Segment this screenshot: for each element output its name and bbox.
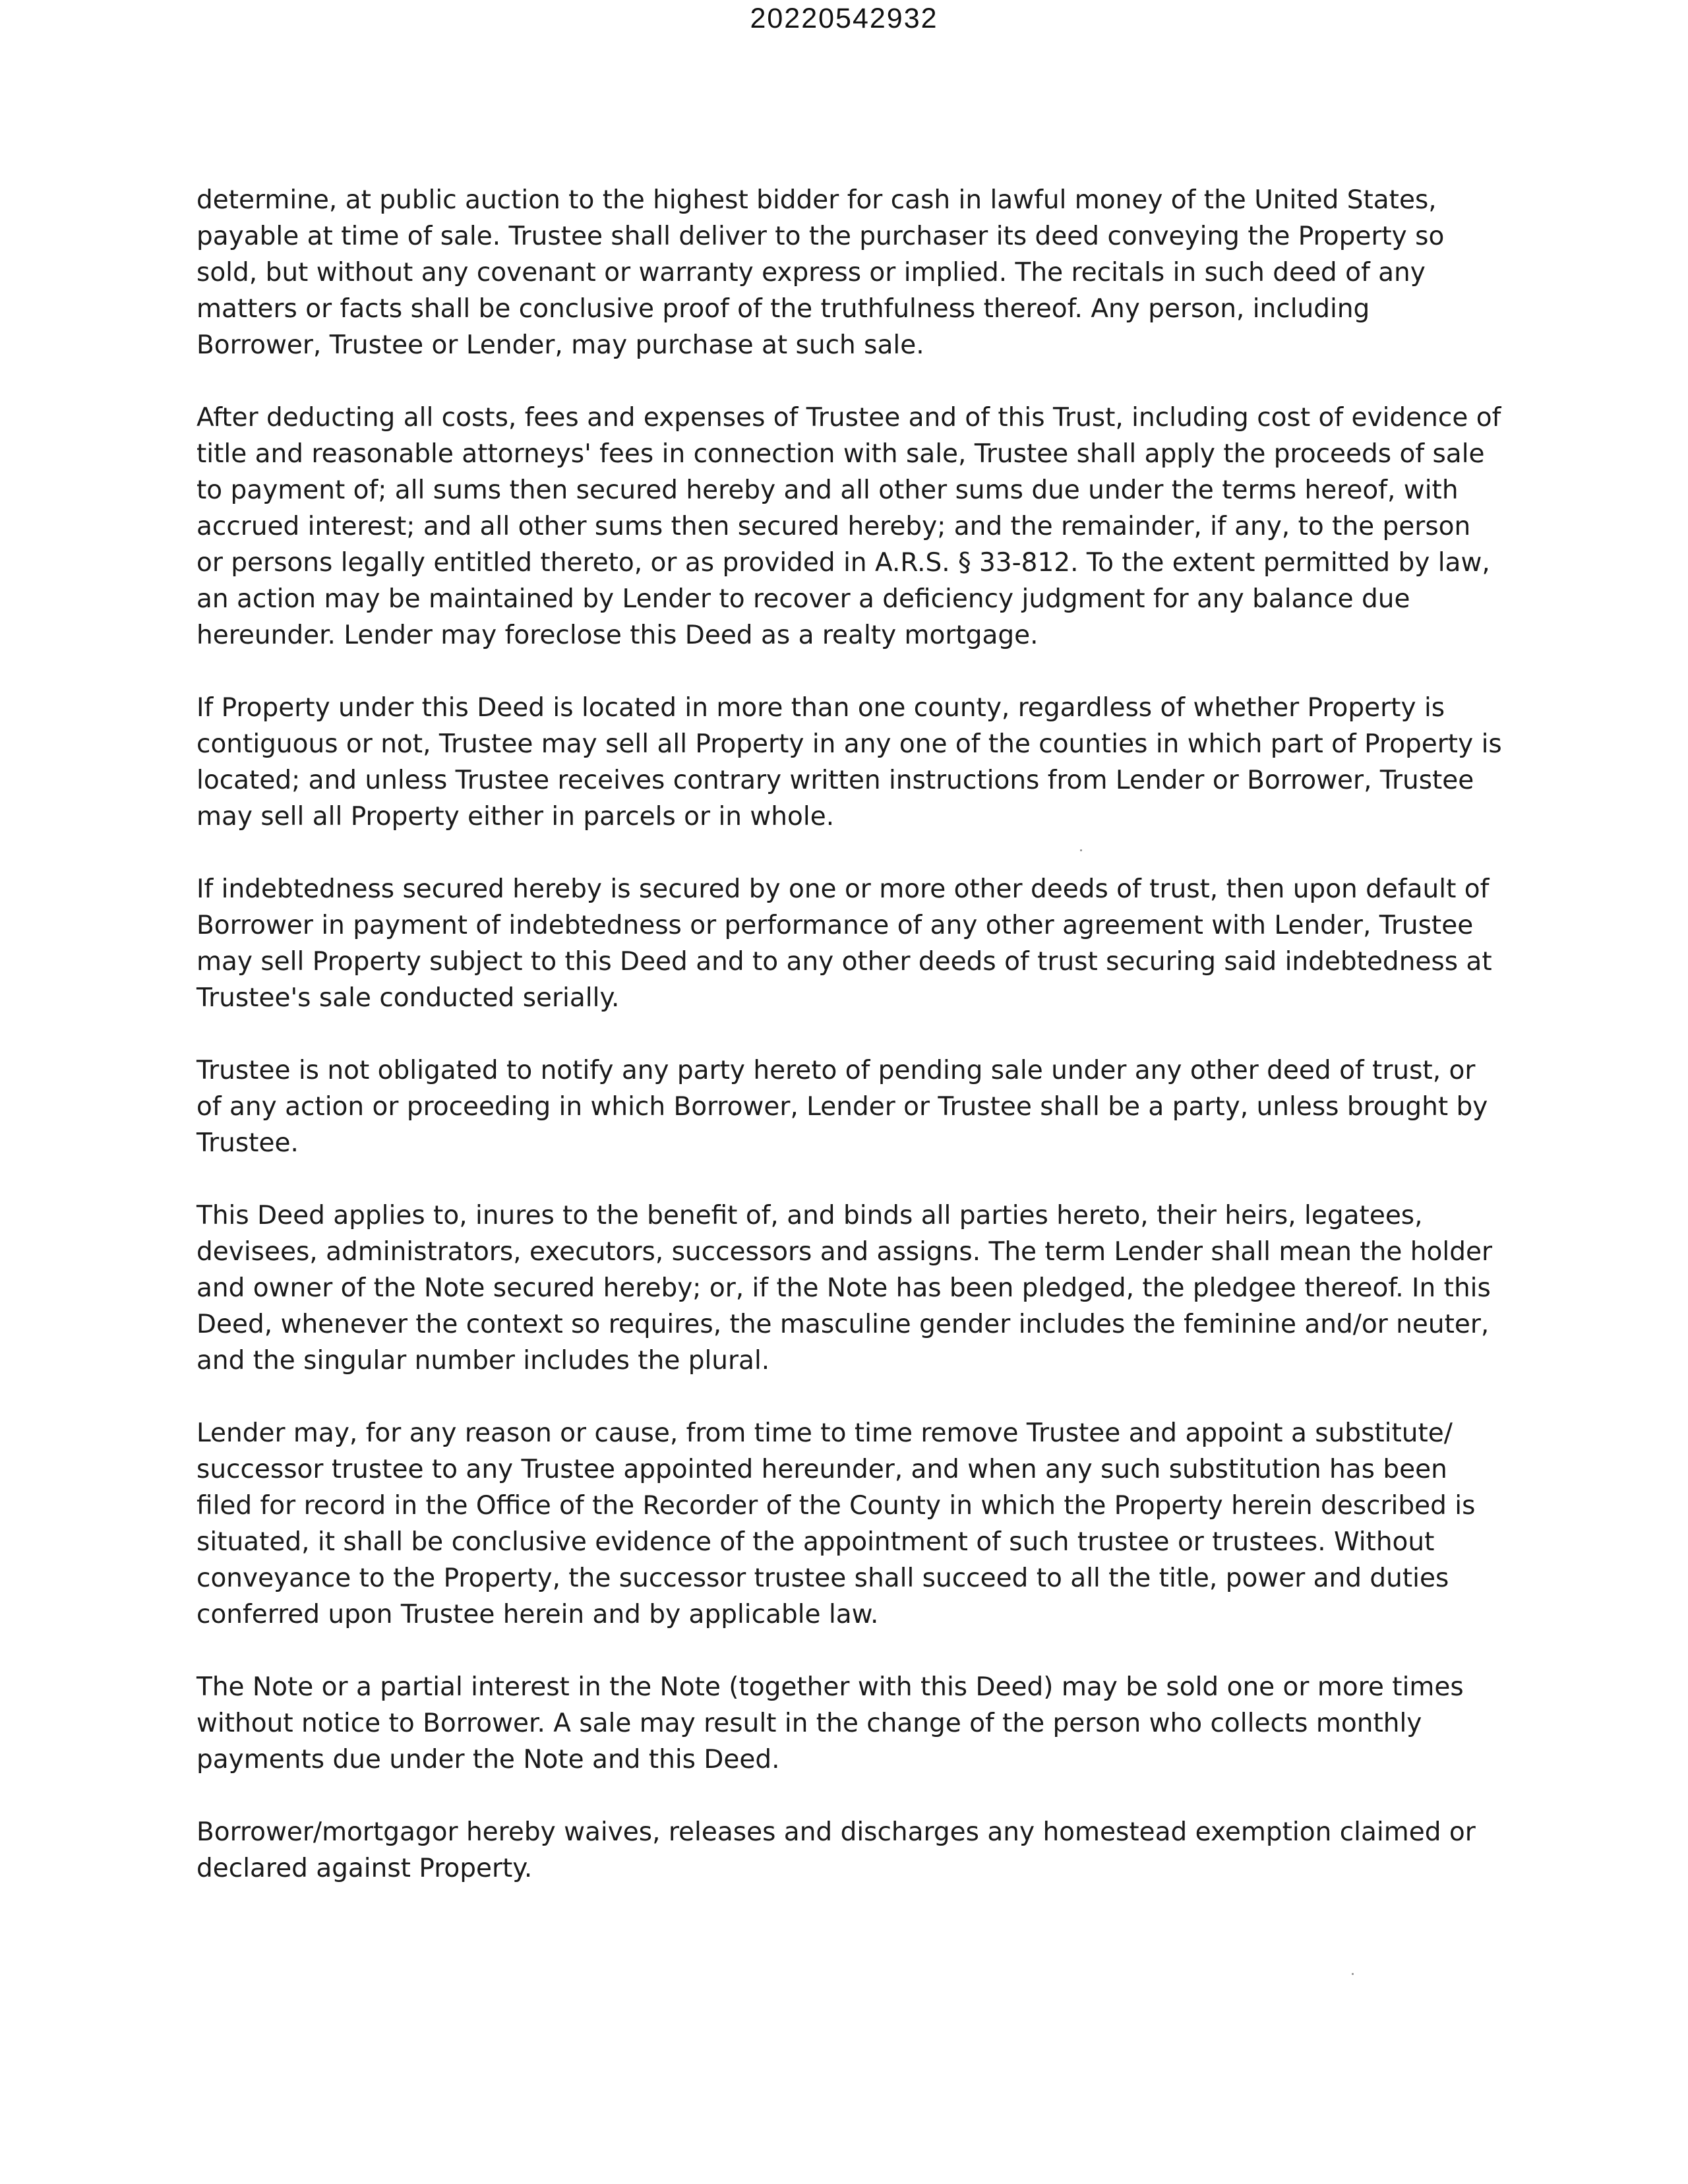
paragraph-parties-and-definitions: This Deed applies to, inures to the benefit of, and binds all parties hereto, their heirs, legatees, devisees, administrators, executors, successors and assigns. The term Lender shall mean the holder and owner of the Note secured hereby; or, if the Note has been pledged, the pledgee thereof. In this Deed, whenever the context so requires, the masculine gender includes the feminine and/or neuter, and the singular number includes the plural. xyxy=(196,1201,1492,1376)
paragraph-homestead-waiver: Borrower/mortgagor hereby waives, releases and discharges any homestead exemption claimed or declared against Property. xyxy=(196,1817,1476,1883)
paragraph-multiple-counties: If Property under this Deed is located in more than one county, regardless of whether Property is contiguous or not, Trustee may sell all Property in any one of the counties in which part of Property is located; and unless Trustee receives contrary written instructions from Lender or Borrower, Trustee may sell all Property either in parcels or in whole. xyxy=(196,693,1502,832)
paragraph-application-of-proceeds: After deducting all costs, fees and expenses of Trustee and of this Trust, including cost of evidence of title and reasonable attorneys' fees in connection with sale, Trustee shall apply the proceeds of sale to payment of; all sums then secured hereby and all other sums due under the terms hereof, with accrued interest; and all other sums then secured hereby; and the remainder, if any, to the person or persons legally entitled thereto, or as provided in A.R.S. § 33-812. To the extent permitted by law, an action may be maintained by Lender to recover a deficiency judgment for any balance due hereunder. Lender may foreclose this Deed as a realty mortgage. xyxy=(196,403,1501,650)
recording-number: 20220542932 xyxy=(750,3,938,34)
document-body xyxy=(196,182,1502,1923)
paragraph-substitute-trustee: Lender may, for any reason or cause, from time to time remove Trustee and appoint a substitute/ successor trustee to any Trustee appointed hereunder, and when any such substitution has been filed for record in the Office of the Recorder of the County in which the Property herein described is situated, it shall be conclusive evidence of the appointment of such trustee or trustees. Without conveyance to the Property, the successor trustee shall succeed to all the title, power and duties conferred upon Trustee herein and by applicable law. xyxy=(196,1418,1476,1629)
paragraph-public-auction: determine, at public auction to the highest bidder for cash in lawful money of the United States, payable at time of sale. Trustee shall deliver to the purchaser its deed conveying the Property so sold, but without any covenant or warranty express or implied. The recitals in such deed of any matters or facts shall be conclusive proof of the truthfulness thereof. Any person, including Borrower, Trustee or Lender, may purchase at such sale. xyxy=(196,185,1445,360)
scan-speck xyxy=(1352,1973,1354,1975)
paragraph-other-deeds-of-trust: If indebtedness secured hereby is secured by one or more other deeds of trust, then upon default of Borrower in payment of indebtedness or performance of any other agreement with Lender, Trustee may sell Property subject to this Deed and to any other deeds of trust securing said indebtedness at Trustee's sale conducted serially. xyxy=(196,874,1492,1013)
scan-speck xyxy=(1080,849,1082,851)
paragraph-notice-of-pending-sale: Trustee is not obligated to notify any party hereto of pending sale under any other deed of trust, or of any action or proceeding in which Borrower, Lender or Trustee shall be a party, unless brought by Trustee. xyxy=(196,1056,1488,1158)
paragraph-sale-of-note: The Note or a partial interest in the Note (together with this Deed) may be sold one or more times without notice to Borrower. A sale may result in the change of the person who collects monthly payments due under the Note and this Deed. xyxy=(196,1672,1464,1774)
